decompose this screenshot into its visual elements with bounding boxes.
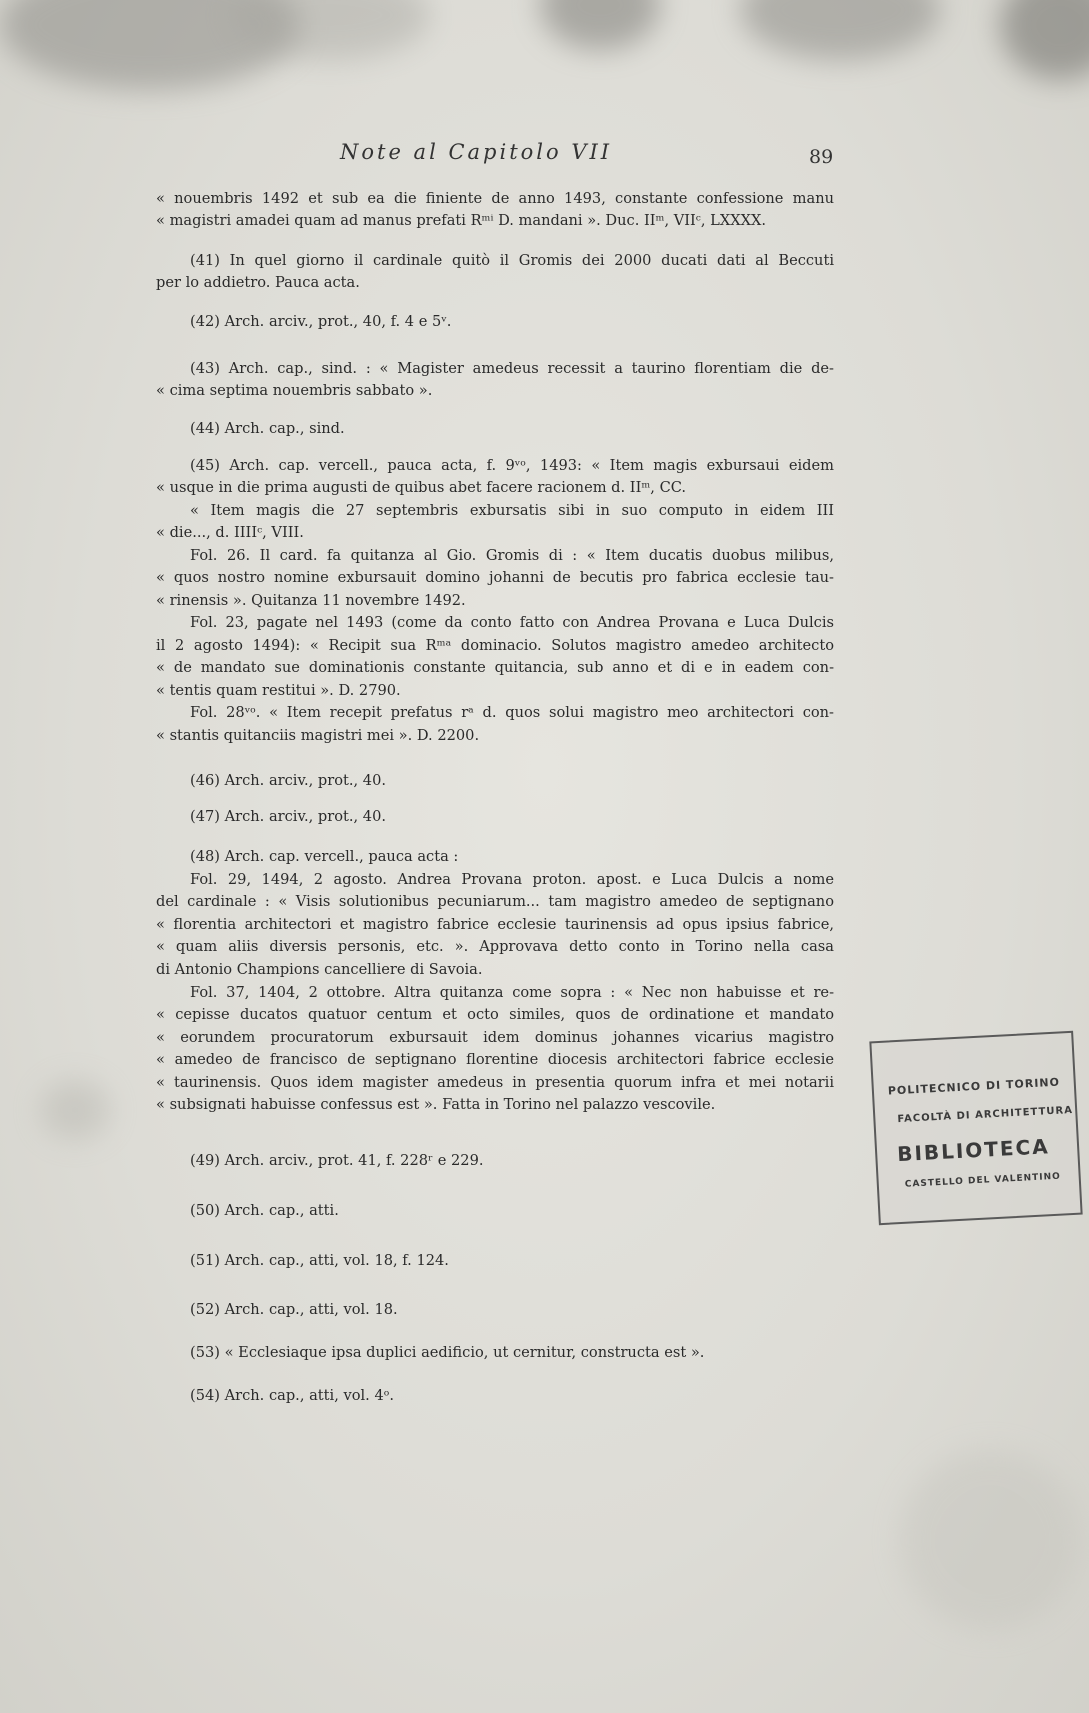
text-line: « nouembris 1492 et sub ea die finiente de anno 1493, constante confessione manu xyxy=(156,190,834,207)
library-stamp xyxy=(869,1031,1082,1225)
note-42: (42) Arch. arciv., prot., 40, f. 4 e 5ᵛ. xyxy=(190,313,452,330)
text-line: « cepisse ducatos quatuor centum et octo similes, quos de ordinatione et mandato xyxy=(156,1006,834,1023)
stain xyxy=(740,0,940,60)
text-line: « die..., d. IIIIᶜ, VIII. xyxy=(156,524,304,541)
note-51: (51) Arch. cap., atti, vol. 18, f. 124. xyxy=(190,1252,449,1269)
stamp-line: CASTELLO DEL VALENTINO xyxy=(904,1171,1062,1190)
note-50: (50) Arch. cap., atti. xyxy=(190,1202,339,1219)
note-52: (52) Arch. cap., atti, vol. 18. xyxy=(190,1301,398,1318)
note-45: (45) Arch. cap. vercell., pauca acta, f. 9ᵛᵒ, 1493: « Item magis exbursaui eidem xyxy=(190,457,834,474)
text-line: « florentia architectori et magistro fabrice ecclesie taurinensis ad opus ipsius fabrice, xyxy=(156,916,834,933)
note-47: (47) Arch. arciv., prot., 40. xyxy=(190,808,387,825)
stain xyxy=(1000,0,1089,80)
text-line: « quam aliis diversis personis, etc. ». Approvava detto conto in Torino nella casa xyxy=(156,938,834,955)
text-line: « amedeo de francisco de septignano florentine diocesis architectori fabrice ecclesie xyxy=(156,1051,834,1068)
text-line: Fol. 37, 1404, 2 ottobre. Altra quitanza come sopra : « Nec non habuisse et re- xyxy=(190,984,834,1001)
text-line: « quos nostro nomine exbursauit domino johanni de becutis pro fabrica ecclesie tau- xyxy=(156,569,834,586)
stamp-line: BIBLIOTECA xyxy=(896,1134,1051,1167)
stain xyxy=(40,1080,110,1140)
text-line: « cima septima nouembris sabbato ». xyxy=(156,382,433,399)
note-49: (49) Arch. arciv., prot. 41, f. 228ʳ e 229. xyxy=(190,1152,484,1169)
text-line: Fol. 26. Il card. fa quitanza al Gio. Gromis di : « Item ducatis duobus milibus, xyxy=(190,547,834,564)
note-43: (43) Arch. cap., sind. : « Magister amedeus recessit a taurino florentiam die de- xyxy=(190,360,834,377)
note-41: (41) In quel giorno il cardinale quitò il Gromis dei 2000 ducati dati al Beccuti xyxy=(190,252,834,269)
text-line: per lo addietro. Pauca acta. xyxy=(156,274,360,291)
note-48: (48) Arch. cap. vercell., pauca acta : xyxy=(190,848,459,865)
text-line: « Item magis die 27 septembris exbursatis sibi in suo computo in eidem III xyxy=(190,502,834,519)
text-line: Fol. 28ᵛᵒ. « Item recepit prefatus rᵃ d. quos solui magistro meo architectori con- xyxy=(190,704,834,721)
note-46: (46) Arch. arciv., prot., 40. xyxy=(190,772,387,789)
text-line: « taurinensis. Quos idem magister amedeus in presentia quorum infra et mei notarii xyxy=(156,1074,834,1091)
text-line: « magistri amadei quam ad manus prefati Rᵐⁱ D. mandani ». Duc. IIᵐ, VIIᶜ, LXXXX. xyxy=(156,212,767,229)
text-line: « usque in die prima augusti de quibus abet facere racionem d. IIᵐ, CC. xyxy=(156,479,687,496)
running-head: Note al Capitolo VII xyxy=(340,140,613,164)
text-line: Fol. 23, pagate nel 1493 (come da conto fatto con Andrea Provana e Luca Dulcis xyxy=(190,614,834,631)
text-line: il 2 agosto 1494): « Recipit sua Rᵐᵃ dominacio. Solutos magistro amedeo architecto xyxy=(156,637,834,654)
stain xyxy=(900,1450,1080,1630)
page-number: 89 xyxy=(809,146,834,168)
text-line: « subsignati habuisse confessus est ». Fatta in Torino nel palazzo vescovile. xyxy=(156,1096,716,1113)
text-line: « tentis quam restitui ». D. 2790. xyxy=(156,682,401,699)
stamp-line: POLITECNICO DI TORINO xyxy=(887,1075,1061,1098)
text-line: « de mandato sue dominationis constante quitancia, sub anno et di e in eadem con- xyxy=(156,659,834,676)
text-line: di Antonio Champions cancelliere di Savoia. xyxy=(156,961,483,978)
text-line: « rinensis ». Quitanza 11 novembre 1492. xyxy=(156,592,466,609)
stamp-line: FACOLTÀ DI ARCHITETTURA xyxy=(897,1104,1074,1126)
text-line: del cardinale : « Visis solutionibus pecuniarum... tam magistro amedeo de septignano xyxy=(156,893,834,910)
note-44: (44) Arch. cap., sind. xyxy=(190,420,345,437)
text-line: « eorundem procuratorum exbursauit idem dominus johannes vicarius magistro xyxy=(156,1029,834,1046)
note-53: (53) « Ecclesiaque ipsa duplici aedificio, ut cernitur, constructa est ». xyxy=(190,1344,705,1361)
note-54: (54) Arch. cap., atti, vol. 4ᵒ. xyxy=(190,1387,394,1404)
stain xyxy=(540,0,660,50)
text-line: Fol. 29, 1494, 2 agosto. Andrea Provana proton. apost. e Luca Dulcis a nome xyxy=(190,871,834,888)
text-line: « stantis quitanciis magistri mei ». D. 2200. xyxy=(156,727,480,744)
